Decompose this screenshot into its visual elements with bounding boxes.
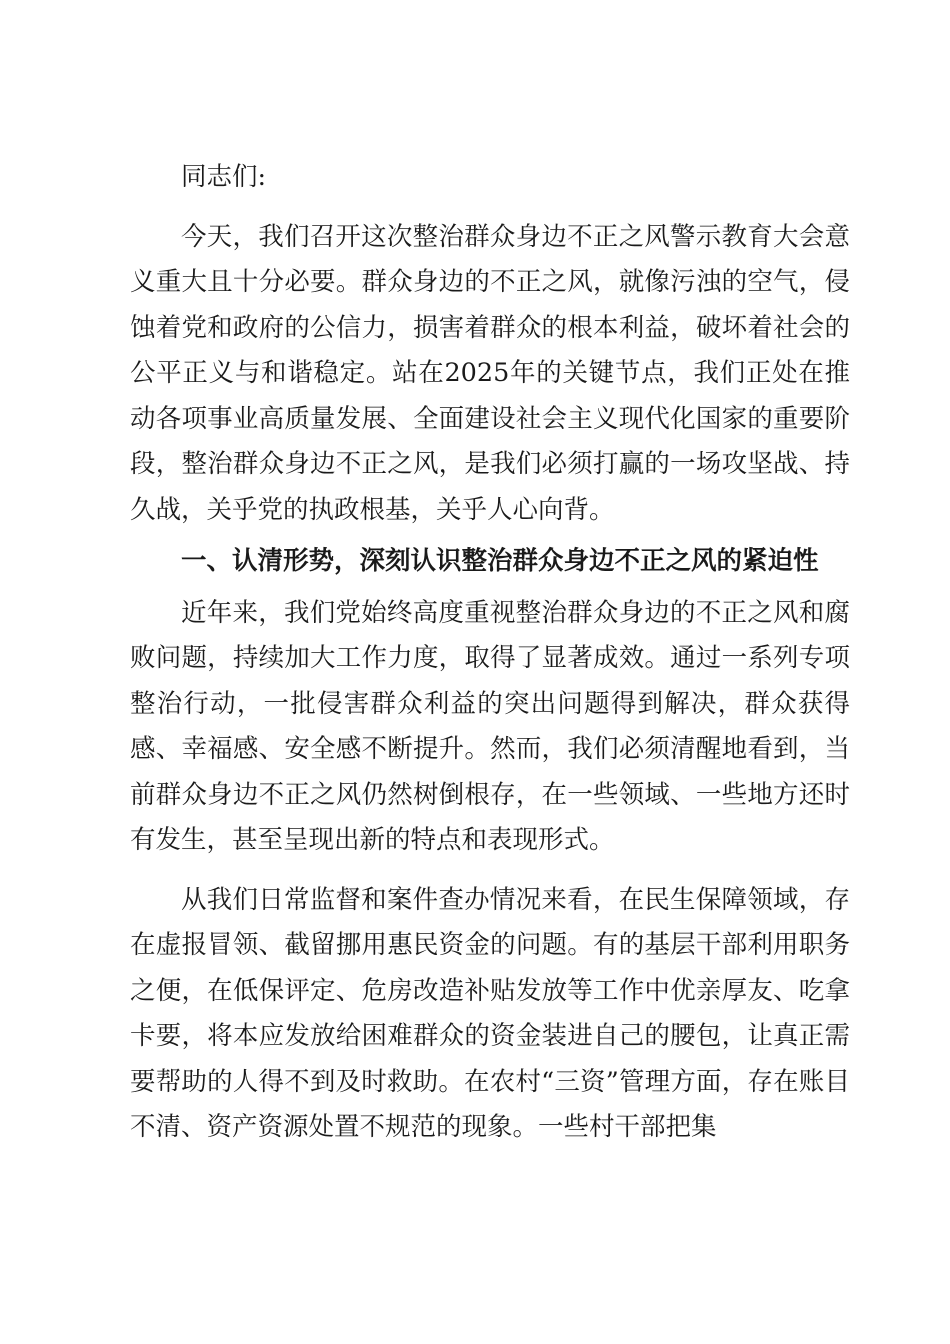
intro-paragraph: 今天，我们召开这次整治群众身边不正之风警示教育大会意义重大且十分必要。群众身边的不正之风，就像污浊的空气，侵蚀着党和政府的公信力，损害着群众的根本利益，破坏着社会的公平正义与和谐稳定。站在2025年的关键节点，我们正处在推动各项事业高质量发展、全面建设社会主义现代化国家的重要阶段，整治群众身边不正之风，是我们必须打赢的一场攻坚战、持久战，关乎党的执政根基，关乎人心向背。 bbox=[130, 221, 850, 525]
document-body bbox=[130, 155, 850, 1151]
section-heading: 一、认清形势，深刻认识整治群众身边不正之风的紧迫性 bbox=[181, 546, 819, 576]
body-paragraph: 近年来，我们党始终高度重视整治群众身边的不正之风和腐败问题，持续加大工作力度，取得了显著成效。通过一系列专项整治行动，一批侵害群众利益的突出问题得到解决，群众获得感、幸福感、安全感不断提升。然而，我们必须清醒地看到，当前群众身边不正之风仍然树倒根存，在一些领域、一些地方还时有发生，甚至呈现出新的特点和表现形式。 bbox=[130, 597, 850, 855]
body-paragraph: 从我们日常监督和案件查办情况来看，在民生保障领域，存在虚报冒领、截留挪用惠民资金的问题。有的基层干部利用职务之便，在低保评定、危房改造补贴发放等工作中优亲厚友、吃拿卡要，将本应发放给困难群众的资金装进自己的腰包，让真正需要帮助的人得不到及时救助。在农村“三资”管理方面，存在账目不清、资产资源处置不规范的现象。一些村干部把集 bbox=[130, 884, 850, 1142]
salutation: 同志们: bbox=[181, 162, 267, 192]
